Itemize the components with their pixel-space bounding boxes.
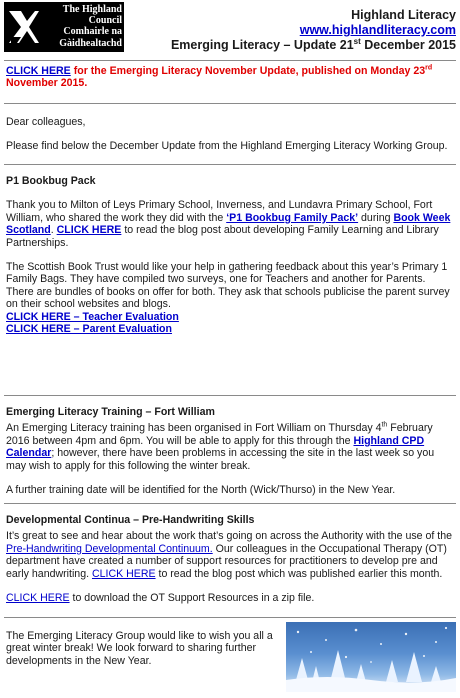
training-note: A further training date will be identified for the North (Wick/Thurso) in the New Year.	[6, 484, 396, 497]
november-update-link[interactable]: CLICK HERE	[6, 65, 71, 77]
book-week-scotland-link[interactable]: Book Week Scotland	[6, 211, 451, 237]
section-heading: Developmental Continua – Pre-Handwriting Skills	[6, 514, 255, 526]
footer-section	[4, 618, 456, 698]
header	[4, 2, 456, 58]
pre-handwriting-continuum-link[interactable]: Pre-Handwriting Developmental Continuum.	[6, 542, 213, 555]
paragraph-text: to read the blog post about developing Family Learning and Library Partnerships.	[6, 224, 439, 249]
training-paragraph	[6, 422, 454, 472]
date-sup: th	[381, 421, 388, 429]
logo-line: Gàidhealtachd	[59, 37, 122, 49]
paragraph-text: An Emerging Literacy training has been organised in Fort William on Thursday 4	[6, 422, 382, 435]
update-title	[171, 38, 456, 53]
paragraph-text: It’s great to see and hear about the work that’s going on across the Authority with the use of the	[6, 530, 453, 543]
intro-sup: rd	[425, 64, 433, 72]
bookbug-family-pack-link[interactable]: ‘P1 Bookbug Family Pack’	[226, 211, 359, 224]
winter-trees-icon	[286, 622, 456, 692]
paragraph-text: February 2016 between 4pm and 6pm. You will be able to apply for this through the	[6, 422, 433, 447]
bookbug-section	[4, 165, 456, 395]
council-logo	[4, 2, 124, 52]
teacher-evaluation-row	[6, 311, 454, 323]
site-url-link[interactable]: www.highlandliteracy.com	[299, 23, 456, 37]
update-title-sup: st	[353, 36, 361, 46]
paragraph-text: Our colleagues in the Occupational Therapy (OT) department have created a number of support resources for practitioners to develop pre and early handwriting.	[6, 542, 447, 580]
content	[4, 60, 456, 698]
council-emblem-icon	[7, 7, 41, 47]
section-heading: Emerging Literacy Training – Fort William	[6, 406, 215, 418]
logo-line: Comhairle na	[63, 26, 122, 38]
ot-download-paragraph	[6, 592, 454, 604]
teacher-evaluation-link[interactable]: CLICK HERE – Teacher Evaluation	[6, 310, 179, 323]
header-titles	[171, 8, 456, 53]
intro-text-part: for the Emerging Literacy November Update, published on Monday 23	[70, 65, 426, 77]
council-name	[42, 4, 122, 49]
paragraph-text: to read the blog post which was published earlier this month.	[155, 567, 443, 580]
paragraph-text: to download the OT Support Resources in a zip file.	[69, 592, 315, 605]
update-title-date: December 2015	[360, 38, 456, 52]
greeting-section	[4, 104, 456, 164]
ot-resources-download-link[interactable]: CLICK HERE	[6, 592, 70, 605]
footer-message: The Emerging Literacy Group would like to wish you all a great winter break! We look forward to sharing further developments in the New Year.	[6, 630, 273, 667]
update-title-text: Emerging Literacy – Update 21	[170, 38, 354, 52]
paragraph-text: Thank you to Milton of Leys Primary School, Inverness, and Lundavra Primary School, Fort William, who shared the work they did with the	[6, 199, 433, 224]
continua-paragraph	[6, 530, 454, 580]
continua-section	[4, 504, 456, 617]
section-heading: P1 Bookbug Pack	[6, 175, 96, 187]
paragraph-text: .	[50, 224, 57, 237]
highland-cpd-calendar-link[interactable]: Highland CPD Calendar	[6, 434, 425, 460]
paragraph-text: ; however, there have been problems in accessing the site in the last week so you may wish to apply for this following the winter break.	[6, 447, 435, 472]
intro-text	[6, 65, 454, 90]
ot-blog-post-link[interactable]: CLICK HERE	[91, 567, 156, 580]
site-title: Highland Literacy	[351, 8, 456, 22]
intro-section	[4, 61, 456, 103]
blog-post-link[interactable]: CLICK HERE	[56, 224, 122, 237]
parent-evaluation-link[interactable]: CLICK HERE – Parent Evaluation	[6, 323, 173, 336]
logo-line: The Highland	[62, 4, 122, 15]
training-section	[4, 396, 456, 503]
bookbug-paragraph	[6, 199, 454, 249]
salutation: Dear colleagues,	[6, 116, 86, 128]
greeting-body: Please find below the December Update from the Highland Emerging Literacy Working Group.	[6, 140, 448, 153]
intro-text-part: November 2015.	[6, 77, 88, 90]
paragraph-text: during	[358, 211, 394, 224]
book-trust-paragraph: The Scottish Book Trust would like your help in gathering feedback about this year’s Primary 1 Family Bags. They have compiled two surveys, one for Teachers and another for Parents. There are bundles of books on offer for both. They ask that schools publicise the parent survey on their school websites and blogs.	[6, 261, 450, 311]
winter-scene-image	[286, 622, 456, 692]
logo-line: Council	[88, 15, 122, 27]
parent-evaluation-row	[6, 323, 454, 335]
